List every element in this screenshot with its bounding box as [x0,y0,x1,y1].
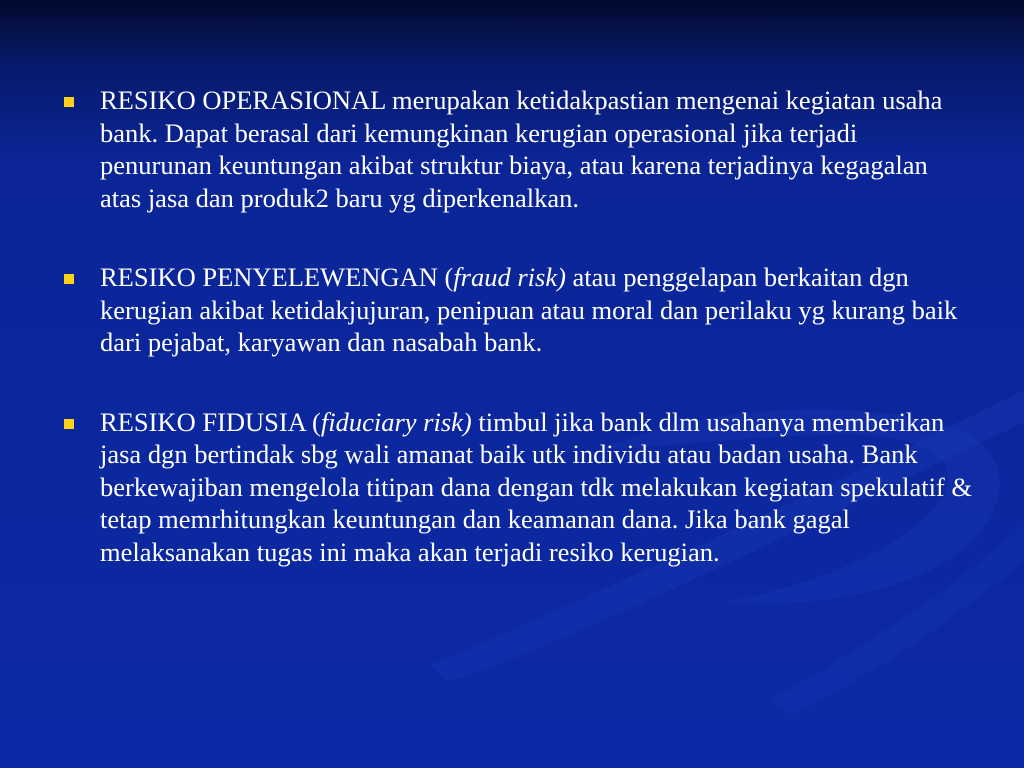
bullet-icon [64,274,74,284]
risk-description: timbul jika bank dlm usahanya memberikan jasa dgn bertindak sbg wali amanat baik utk individu atau badan usaha. Bank berkewajiban mengelola titipan dana dengan tdk melakukan kegiatan spekulatif & tetap memrhitungkan keuntungan dan keamanan dana. Jika bank gagal melaksanakan tugas ini maka akan terjadi resiko kerugian. [100,406,972,567]
bullet-icon [64,419,74,429]
bullet-icon [64,97,74,107]
risk-term: RESIKO PENYELEWENGAN ( [100,262,454,292]
bullet-list [62,84,972,568]
risk-description: atau penggelapan berkaitan dgn kerugian akibat ketidakjujuran, penipuan atau moral dan perilaku yg kurang baik dari pejabat, karyawan dan nasabah bank. [100,262,958,357]
bullet-item-operasional [62,84,972,214]
risk-english-term: fraud risk) [453,262,566,292]
risk-english-term: fiduciary risk) [320,406,472,437]
bullet-item-fidusia [62,406,972,569]
risk-term: RESIKO FIDUSIA ( [100,406,321,437]
risk-term: RESIKO OPERASIONAL [100,85,386,115]
risk-description: merupakan ketidakpastian mengenai kegiatan usaha bank. Dapat berasal dari kemungkinan kerugian operasional jika terjadi penurunan keuntungan akibat struktur biaya, atau karena terjadinya kegagalan atas jasa dan produk2 baru yg diperkenalkan. [100,85,943,213]
bullet-item-penyelewengan [62,261,972,359]
